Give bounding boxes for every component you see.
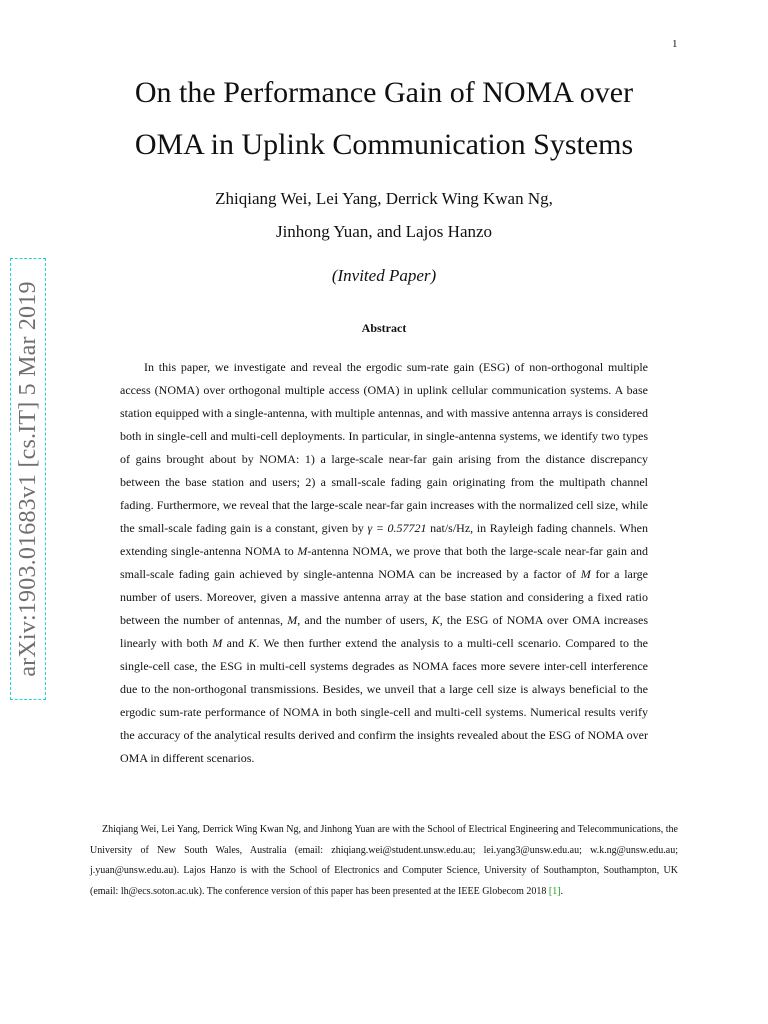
- gamma-expression: γ = 0.57721: [367, 521, 427, 535]
- abstract-text-part-8: . We then further extend the analysis to a multi-cell scenario. Compared to the single-cell case, the ESG in multi-cell systems degrades as NOMA faces more severe inter-cell interference due to the non-orthogonal transmissions. Besides, we unveil that a large cell size is always beneficial to the ergodic sum-rate performance of NOMA in both single-cell and multi-cell systems. Numerical results verify the accuracy of the analytical results derived and confirm the insights revealed about the ESG of NOMA over OMA in different scenarios.: [120, 636, 648, 765]
- math-symbol-m: M: [580, 567, 591, 581]
- paper-title-line-1: On the Performance Gain of NOMA over: [134, 76, 634, 109]
- abstract-text-part-6: , the ESG of NOMA over OMA increases linearly with both: [120, 613, 649, 650]
- paper-title-line-2: OMA in Uplink Communication Systems: [134, 128, 634, 161]
- abstract-heading: Abstract: [361, 321, 407, 335]
- math-symbol-k: K: [431, 613, 440, 627]
- abstract-text-part-5: , and the number of users,: [297, 613, 432, 627]
- math-symbol-k: K: [248, 636, 257, 650]
- page-number: 1: [672, 38, 678, 50]
- footnote-end: .: [560, 885, 564, 897]
- invited-paper-label: (Invited Paper): [331, 266, 437, 285]
- citation-link[interactable]: [1]: [548, 885, 561, 897]
- author-affiliation-footnote: [90, 820, 678, 902]
- author-list-line-1: Zhiqiang Wei, Lei Yang, Derrick Wing Kwan Ng,: [215, 189, 553, 208]
- arxiv-identifier-stamp[interactable]: arXiv:1903.01683v1 [cs.IT] 5 Mar 2019: [10, 258, 46, 700]
- abstract-text-part-4: for a large number of users. Moreover, given a massive antenna array at the base station and considering a fixed ratio between the number of antennas,: [120, 567, 648, 627]
- author-list-line-2: Jinhong Yuan, and Lajos Hanzo: [275, 222, 493, 241]
- abstract-text-part-3: -antenna NOMA, we prove that both the large-scale near-far gain and small-scale fading gain achieved by single-antenna NOMA can be increased by a factor of: [120, 544, 648, 581]
- math-symbol-m: M: [297, 544, 308, 558]
- abstract-body: [120, 356, 648, 770]
- abstract-text-part-2: nat/s/Hz, in Rayleigh fading channels. When extending single-antenna NOMA to: [120, 521, 648, 558]
- abstract-text-part-1: In this paper, we investigate and reveal the ergodic sum-rate gain (ESG) of non-orthogonal multiple access (NOMA) over orthogonal multiple access (OMA) in uplink cellular communication systems. A base station equipped with a single-antenna, with multiple antennas, and with massive antenna arrays is considered both in single-cell and multi-cell deployments. In particular, in single-antenna systems, we identify two types of gains brought about by NOMA: 1) a large-scale near-far gain arising from the distance discrepancy between the base station and users; 2) a small-scale fading gain originating from the multipath channel fading. Furthermore, we reveal that the large-scale near-far gain increases with the normalized cell size, while the small-scale fading gain is a constant, given by: [120, 360, 648, 535]
- math-symbol-m: M: [212, 636, 223, 650]
- math-symbol-m: M: [287, 613, 298, 627]
- footnote-text: Zhiqiang Wei, Lei Yang, Derrick Wing Kwan Ng, and Jinhong Yuan are with the School of Electrical Engineering and Telecommunications, the University of New South Wales, Australia (email: zhiqiang.wei@student.unsw.edu.au; lei.yang3@unsw.edu.au; w.k.ng@unsw.edu.au; j.yuan@unsw.edu.au). Lajos Hanzo is with the School of Electronics and Computer Science, University of Southampton, Southampton, UK (email: lh@ecs.soton.ac.uk). The conference version of this paper has been presented at the IEEE Globecom 2018: [90, 824, 678, 897]
- abstract-text-part-7: and: [222, 636, 249, 650]
